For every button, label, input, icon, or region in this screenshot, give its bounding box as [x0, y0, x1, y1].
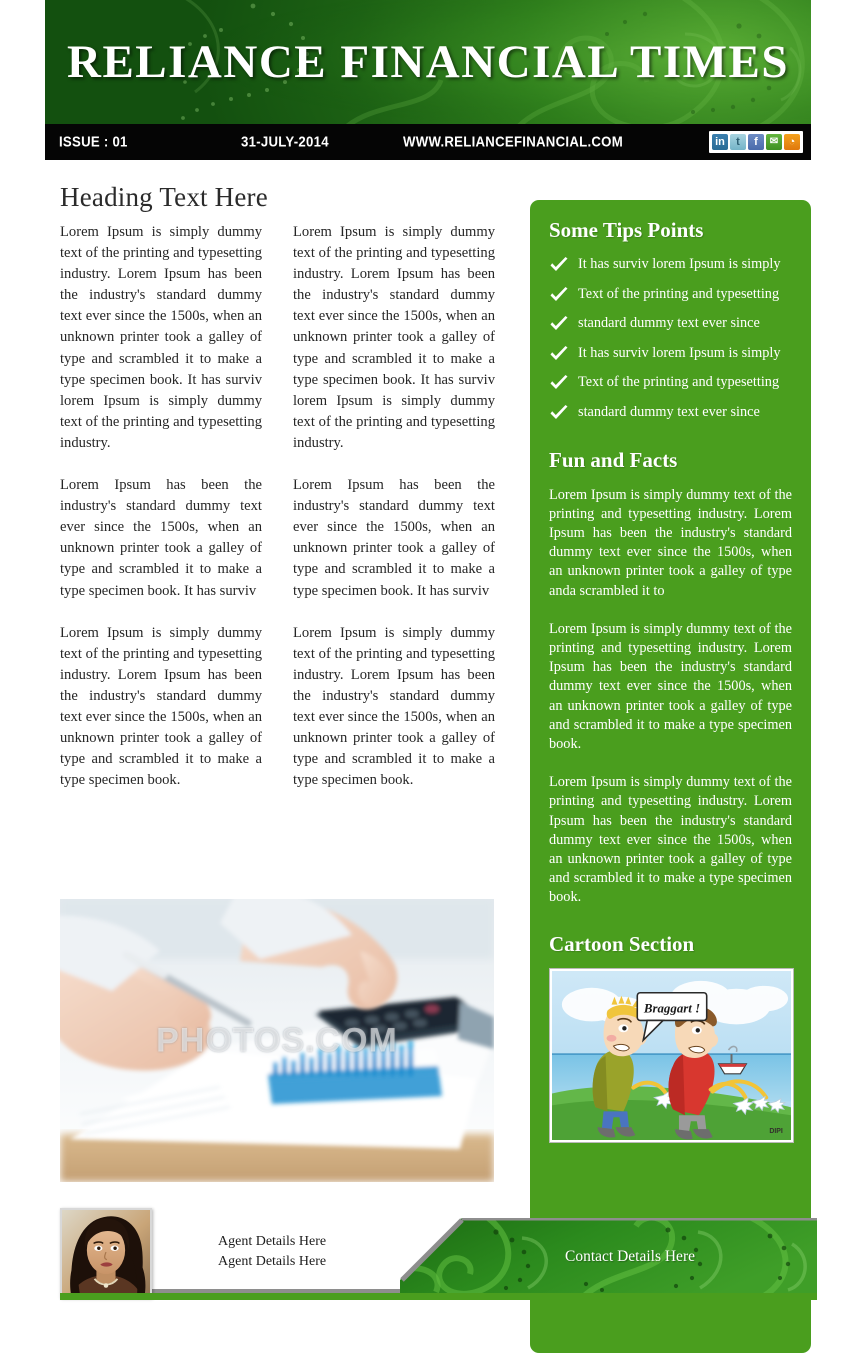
avatar — [60, 1208, 152, 1298]
cartoon-speech-text: Braggart ! — [643, 1001, 701, 1016]
article-columns — [60, 222, 496, 791]
tip-label: It has surviv lorem Ipsum is simply — [578, 344, 781, 361]
footer — [45, 1218, 817, 1300]
tips-list — [549, 256, 792, 421]
fun-facts-paragraph: Lorem Ipsum is simply dummy text of the printing and typesetting industry. Lorem Ipsum has been the industry's standard dummy text ever since the 1500s, when an unknown printer took a galley of type and scrambled it to make a type specimen book. — [549, 774, 792, 906]
article-block — [60, 182, 496, 791]
issue-number: ISSUE : 01 — [59, 133, 128, 151]
photo-watermark: PHOTOS.COM — [156, 1021, 398, 1059]
check-icon — [549, 375, 569, 392]
article-column-left — [60, 222, 262, 791]
issue-info-bar — [45, 124, 811, 160]
paragraph: Lorem Ipsum is simply dummy text of the printing and typesetting industry. Lorem Ipsum has been the industry's standard dummy text ever since the 1500s, when an unknown printer took a galley of type and scrambled it to make a type specimen book. — [293, 624, 495, 789]
tip-label: standard dummy text ever since — [578, 315, 760, 331]
tip-label: Text of the printing and typesetting — [578, 374, 780, 390]
agent-portrait-illustration — [62, 1210, 150, 1296]
agent-detail-line-1: Agent Details Here — [218, 1234, 327, 1249]
fun-facts-section-title: Fun and Facts — [549, 447, 678, 472]
issue-date: 31-JULY-2014 — [241, 133, 329, 151]
tip-label: standard dummy text ever since — [578, 403, 760, 420]
contact-band — [400, 1218, 817, 1296]
masthead-banner — [45, 0, 811, 124]
list-item — [549, 374, 792, 391]
sidebar — [530, 200, 811, 1353]
paragraph: Lorem Ipsum is simply dummy text of the printing and typesetting industry. Lorem Ipsum has been the industry's standard dummy text ever since the 1500s, when an unknown printer took a galley of type and scrambled it to make a type specimen book. It has surviv lorem Ipsum is simply dummy text of the printing and typesetting industry. — [293, 224, 495, 451]
check-icon — [549, 346, 569, 363]
website-url: WWW.RELIANCEFINANCIAL.COM — [403, 133, 623, 151]
page-title: Heading Text Here — [60, 182, 268, 212]
rss-icon[interactable]: ◔ — [784, 134, 800, 150]
list-item — [549, 256, 792, 273]
newsletter-title: RELIANCE FINANCIAL TIMES — [67, 36, 789, 88]
social-links — [709, 131, 803, 153]
list-item — [549, 345, 792, 362]
fun-facts-paragraph: Lorem Ipsum is simply dummy text of the printing and typesetting industry. Lorem Ipsum has been the industry's standard dummy text ever since the 1500s, when an unknown printer took a galley of type and scrambled it to make a type specimen book. — [549, 620, 792, 752]
paragraph: Lorem Ipsum has been the industry's standard dummy text ever since the 1500s, when an unknown printer took a galley of type and scrambled it to make a type specimen book. It has surviv — [60, 477, 262, 599]
paragraph: Lorem Ipsum is simply dummy text of the printing and typesetting industry. Lorem Ipsum has been the industry's standard dummy text ever since the 1500s, when an unknown printer took a galley of type and scrambled it to make a type specimen book. It has surviv lorem Ipsum is simply dummy text of the printing and typesetting industry. — [60, 224, 262, 451]
list-item — [549, 286, 792, 303]
agent-details — [218, 1232, 326, 1272]
paragraph: Lorem Ipsum has been the industry's standard dummy text ever since the 1500s, when an unknown printer took a galley of type and scrambled it to make a type specimen book. It has surviv — [293, 477, 495, 599]
fun-facts-paragraph: Lorem Ipsum is simply dummy text of the printing and typesetting industry. Lorem Ipsum has been the industry's standard dummy text ever since the 1500s, when an unknown printer took a galley of type anda scrambled it to — [549, 486, 792, 599]
tip-label: It has surviv lorem Ipsum is simply — [578, 256, 781, 272]
email-icon[interactable]: ✉ — [766, 134, 782, 150]
article-photo — [60, 899, 494, 1182]
facebook-icon[interactable]: f — [748, 134, 764, 150]
linkedin-icon[interactable]: in — [712, 134, 728, 150]
cartoon-illustration — [552, 971, 791, 1140]
check-icon — [549, 287, 569, 304]
check-icon — [549, 257, 569, 274]
check-icon — [549, 405, 569, 422]
cartoon-section-title: Cartoon Section — [549, 931, 695, 956]
cartoon-image-frame — [549, 968, 794, 1143]
twitter-icon[interactable]: t — [730, 134, 746, 150]
tip-label: Text of the printing and typesetting — [578, 285, 780, 302]
contact-details: Contact Details Here — [565, 1248, 695, 1265]
list-item — [549, 404, 792, 421]
agent-detail-line-2: Agent Details Here — [218, 1254, 327, 1269]
check-icon — [549, 316, 569, 333]
cartoon-signature: DIPI — [769, 1127, 783, 1135]
article-column-right — [293, 222, 495, 791]
tips-section-title: Some Tips Points — [549, 218, 704, 242]
paragraph: Lorem Ipsum is simply dummy text of the printing and typesetting industry. Lorem Ipsum has been the industry's standard dummy text ever since the 1500s, when an unknown printer took a galley of type and scrambled it to make a type specimen book. — [60, 624, 262, 789]
list-item — [549, 315, 792, 332]
